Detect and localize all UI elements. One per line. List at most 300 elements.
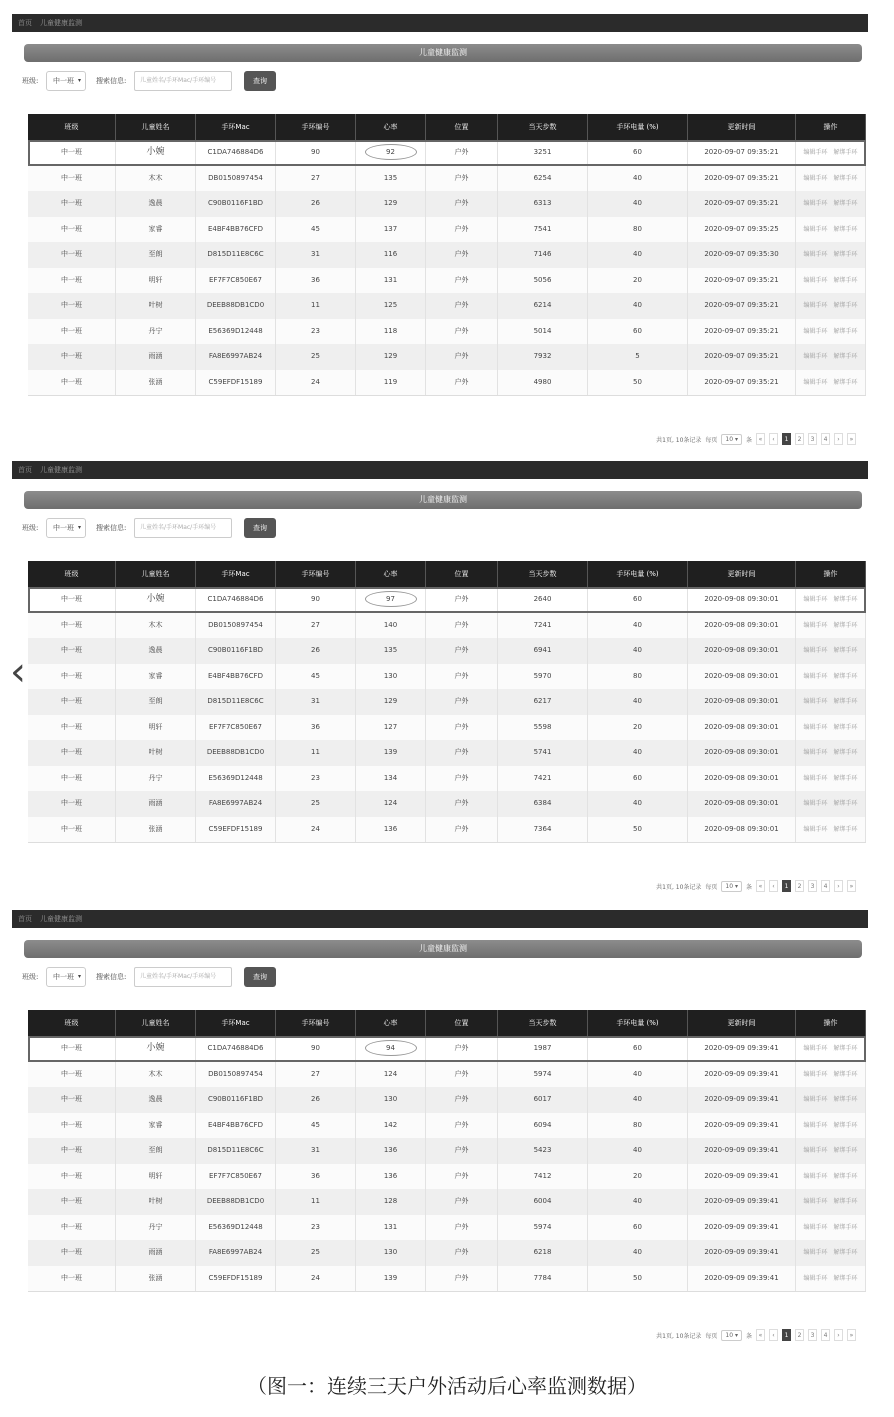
class-select[interactable] xyxy=(46,518,86,538)
location-cell: 户外 xyxy=(426,166,498,192)
location-cell: 户外 xyxy=(426,1189,498,1215)
steps-cell: 6217 xyxy=(498,689,588,715)
edit-band-link[interactable]: 编辑手环 xyxy=(803,149,828,156)
per-page-select[interactable]: 10 ▾ xyxy=(721,881,742,892)
heart-rate-highlight: 97 xyxy=(365,591,417,607)
unbind-band-link[interactable]: 解绑手环 xyxy=(833,800,858,807)
edit-band-link[interactable]: 编辑手环 xyxy=(803,647,828,654)
steps-cell: 7146 xyxy=(498,242,588,268)
unbind-band-link[interactable]: 解绑手环 xyxy=(833,1223,858,1231)
class-cell: 中一班 xyxy=(28,242,116,268)
breadcrumb-current: 儿童健康监测 xyxy=(40,466,82,474)
unbind-band-link[interactable]: 解绑手环 xyxy=(833,1147,858,1154)
ops-cell xyxy=(796,715,866,741)
mac-cell: EF7F7C850E67 xyxy=(196,268,276,294)
column-header: 位置 xyxy=(426,1010,498,1036)
search-label: 搜索信息: xyxy=(96,77,127,85)
ops-cell xyxy=(796,1189,866,1215)
edit-band-link[interactable]: 编辑手环 xyxy=(803,276,828,284)
last-page-button[interactable]: » xyxy=(847,880,856,892)
ops-cell xyxy=(796,293,866,319)
column-header: 班级 xyxy=(28,1010,116,1036)
search-input[interactable]: 儿童姓名/手环Mac/手环编号 xyxy=(134,967,232,987)
query-button[interactable]: 查询 xyxy=(244,518,276,538)
ops-cell xyxy=(796,791,866,817)
class-select-value: 中一班 xyxy=(53,524,74,532)
last-page-button[interactable]: » xyxy=(847,1329,856,1341)
unbind-band-link[interactable]: 解绑手环 xyxy=(833,1172,858,1180)
location-cell: 户外 xyxy=(426,191,498,217)
column-header: 心率 xyxy=(356,1010,426,1036)
child-name-cell: 叶树 xyxy=(116,740,196,766)
heart-rate-cell: 130 xyxy=(356,1240,426,1266)
table-row xyxy=(28,217,866,243)
class-cell: 中一班 xyxy=(28,1215,116,1241)
table-row xyxy=(28,1215,866,1241)
prev-page-button[interactable]: ‹ xyxy=(769,1329,778,1341)
last-page-button[interactable]: » xyxy=(847,433,856,445)
pagination xyxy=(656,878,856,894)
battery-cell: 60 xyxy=(588,587,688,613)
monitor-panel xyxy=(12,461,868,891)
unbind-band-link[interactable]: 解绑手环 xyxy=(833,1249,858,1256)
battery-cell: 50 xyxy=(588,370,688,396)
table-row xyxy=(28,1087,866,1113)
table-row xyxy=(28,191,866,217)
child-name-cell: 逸晨 xyxy=(116,1087,196,1113)
class-cell: 中一班 xyxy=(28,140,116,166)
breadcrumb-home[interactable]: 首页 xyxy=(18,19,32,27)
steps-cell: 5056 xyxy=(498,268,588,294)
ops-cell xyxy=(796,1266,866,1292)
band-number-cell: 36 xyxy=(276,1164,356,1190)
table-row xyxy=(28,1036,866,1062)
table-row xyxy=(28,344,866,370)
unbind-band-link[interactable]: 解绑手环 xyxy=(833,200,858,207)
unbind-band-link[interactable]: 解绑手环 xyxy=(833,647,858,654)
heart-rate-cell: 136 xyxy=(356,1164,426,1190)
column-header: 当天步数 xyxy=(498,114,588,140)
child-name-cell: 至朗 xyxy=(116,689,196,715)
unbind-band-link[interactable]: 解绑手环 xyxy=(833,174,858,182)
class-cell: 中一班 xyxy=(28,766,116,792)
column-header: 位置 xyxy=(426,114,498,140)
unbind-band-link[interactable]: 解绑手环 xyxy=(833,1274,858,1282)
heart-rate-cell: 116 xyxy=(356,242,426,268)
location-cell: 户外 xyxy=(426,1062,498,1088)
class-cell: 中一班 xyxy=(28,715,116,741)
breadcrumb-home[interactable]: 首页 xyxy=(18,466,32,474)
heart-rate-highlight: 94 xyxy=(365,1040,417,1056)
per-page-select[interactable]: 10 ▾ xyxy=(721,434,742,445)
edit-band-link[interactable]: 编辑手环 xyxy=(803,723,828,731)
search-label: 搜索信息: xyxy=(96,524,127,532)
location-cell: 户外 xyxy=(426,344,498,370)
prev-page-button[interactable]: ‹ xyxy=(769,880,778,892)
update-time-cell: 2020-09-09 09:39:41 xyxy=(688,1036,796,1062)
steps-cell: 6941 xyxy=(498,638,588,664)
ops-cell xyxy=(796,1113,866,1139)
location-cell: 户外 xyxy=(426,217,498,243)
edit-band-link[interactable]: 编辑手环 xyxy=(803,1147,828,1154)
battery-cell: 80 xyxy=(588,1113,688,1139)
unbind-band-link[interactable]: 解绑手环 xyxy=(833,749,858,756)
page-number-button[interactable]: 1 xyxy=(782,1329,791,1341)
edit-band-link[interactable]: 编辑手环 xyxy=(803,378,828,386)
child-name-cell: 雨涵 xyxy=(116,344,196,370)
battery-cell: 40 xyxy=(588,242,688,268)
band-number-cell: 45 xyxy=(276,664,356,690)
edit-band-link[interactable]: 编辑手环 xyxy=(803,327,828,335)
battery-cell: 40 xyxy=(588,1240,688,1266)
steps-cell: 5741 xyxy=(498,740,588,766)
table-row xyxy=(28,1240,866,1266)
heart-rate-cell: 130 xyxy=(356,664,426,690)
update-time-cell: 2020-09-08 09:30:01 xyxy=(688,587,796,613)
steps-cell: 1987 xyxy=(498,1036,588,1062)
steps-cell: 6254 xyxy=(498,166,588,192)
breadcrumb xyxy=(12,461,868,479)
class-label: 班级: xyxy=(22,524,39,532)
steps-cell: 5423 xyxy=(498,1138,588,1164)
child-name-cell: 雨涵 xyxy=(116,1240,196,1266)
location-cell: 户外 xyxy=(426,740,498,766)
unbind-band-link[interactable]: 解绑手环 xyxy=(833,302,858,309)
heart-rate-cell: 136 xyxy=(356,1138,426,1164)
edit-band-link[interactable]: 编辑手环 xyxy=(803,774,828,782)
ops-cell xyxy=(796,319,866,345)
class-cell: 中一班 xyxy=(28,293,116,319)
class-cell: 中一班 xyxy=(28,587,116,613)
steps-cell: 6218 xyxy=(498,1240,588,1266)
ops-cell xyxy=(796,587,866,613)
unbind-band-link[interactable]: 解绑手环 xyxy=(833,1198,858,1205)
steps-cell: 5598 xyxy=(498,715,588,741)
ops-cell xyxy=(796,1164,866,1190)
edit-band-link[interactable]: 编辑手环 xyxy=(803,251,828,258)
page-number-button[interactable]: 4 xyxy=(821,1329,830,1341)
pagination-summary: 共1页, 10条记录 xyxy=(656,1332,702,1340)
edit-band-link[interactable]: 编辑手环 xyxy=(803,1045,828,1052)
page-number-button[interactable]: 3 xyxy=(808,880,817,892)
first-page-button[interactable]: « xyxy=(756,880,765,892)
location-cell: 户外 xyxy=(426,293,498,319)
unbind-band-link[interactable]: 解绑手环 xyxy=(833,1070,858,1078)
first-page-button[interactable]: « xyxy=(756,433,765,445)
query-button[interactable]: 查询 xyxy=(244,71,276,91)
unbind-band-link[interactable]: 解绑手环 xyxy=(833,774,858,782)
location-cell: 户外 xyxy=(426,1036,498,1062)
class-select[interactable] xyxy=(46,967,86,987)
edit-band-link[interactable]: 编辑手环 xyxy=(803,353,828,360)
class-cell: 中一班 xyxy=(28,166,116,192)
heart-rate-cell: 140 xyxy=(356,613,426,639)
edit-band-link[interactable]: 编辑手环 xyxy=(803,672,828,680)
steps-cell: 6094 xyxy=(498,1113,588,1139)
band-number-cell: 23 xyxy=(276,1215,356,1241)
breadcrumb xyxy=(12,910,868,928)
pagination-summary: 共1页, 10条记录 xyxy=(656,883,702,891)
location-cell: 户外 xyxy=(426,370,498,396)
band-number-cell: 25 xyxy=(276,344,356,370)
column-header: 操作 xyxy=(796,561,866,587)
data-table xyxy=(28,114,866,396)
child-name-cell: 木木 xyxy=(116,613,196,639)
table-row xyxy=(28,664,866,690)
edit-band-link[interactable]: 编辑手环 xyxy=(803,1070,828,1078)
steps-cell: 6384 xyxy=(498,791,588,817)
battery-cell: 40 xyxy=(588,166,688,192)
location-cell: 户外 xyxy=(426,1266,498,1292)
band-number-cell: 23 xyxy=(276,319,356,345)
location-cell: 户外 xyxy=(426,766,498,792)
edit-band-link[interactable]: 编辑手环 xyxy=(803,225,828,233)
battery-cell: 20 xyxy=(588,268,688,294)
class-cell: 中一班 xyxy=(28,191,116,217)
column-header: 手环Mac xyxy=(196,1010,276,1036)
table-row xyxy=(28,268,866,294)
mac-cell: DEEB88DB1CD0 xyxy=(196,293,276,319)
unbind-band-link[interactable]: 解绑手环 xyxy=(833,698,858,705)
edit-band-link[interactable]: 编辑手环 xyxy=(803,1096,828,1103)
page-number-button[interactable]: 1 xyxy=(782,433,791,445)
class-cell: 中一班 xyxy=(28,1087,116,1113)
column-header: 班级 xyxy=(28,561,116,587)
filter-bar xyxy=(12,516,868,540)
heart-rate-cell: 130 xyxy=(356,1087,426,1113)
column-header: 手环Mac xyxy=(196,114,276,140)
mac-cell: FA8E6997AB24 xyxy=(196,791,276,817)
update-time-cell: 2020-09-09 09:39:41 xyxy=(688,1266,796,1292)
battery-cell: 40 xyxy=(588,191,688,217)
heart-rate-cell: 142 xyxy=(356,1113,426,1139)
mac-cell: C90B0116F1BD xyxy=(196,1087,276,1113)
data-table xyxy=(28,561,866,843)
heart-rate-cell xyxy=(356,140,426,166)
update-time-cell: 2020-09-07 09:35:25 xyxy=(688,217,796,243)
child-name-cell: 叶树 xyxy=(116,293,196,319)
table-header xyxy=(28,561,866,587)
band-number-cell: 45 xyxy=(276,1113,356,1139)
battery-cell: 40 xyxy=(588,613,688,639)
breadcrumb-home[interactable]: 首页 xyxy=(18,915,32,923)
edit-band-link[interactable]: 编辑手环 xyxy=(803,302,828,309)
unbind-band-link[interactable]: 解绑手环 xyxy=(833,378,858,386)
band-number-cell: 26 xyxy=(276,1087,356,1113)
child-name-cell: 至朗 xyxy=(116,242,196,268)
edit-band-link[interactable]: 编辑手环 xyxy=(803,698,828,705)
mac-cell: C59EFDF15189 xyxy=(196,817,276,843)
battery-cell: 20 xyxy=(588,715,688,741)
edit-band-link[interactable]: 编辑手环 xyxy=(803,1198,828,1205)
class-cell: 中一班 xyxy=(28,1138,116,1164)
edit-band-link[interactable]: 编辑手环 xyxy=(803,825,828,833)
column-header: 手环Mac xyxy=(196,561,276,587)
steps-cell: 7932 xyxy=(498,344,588,370)
edit-band-link[interactable]: 编辑手环 xyxy=(803,1223,828,1231)
class-cell: 中一班 xyxy=(28,1240,116,1266)
unbind-band-link[interactable]: 解绑手环 xyxy=(833,1096,858,1103)
child-name-cell: 家睿 xyxy=(116,664,196,690)
column-header: 儿童姓名 xyxy=(116,1010,196,1036)
update-time-cell: 2020-09-08 09:30:01 xyxy=(688,664,796,690)
heart-rate-highlight: 92 xyxy=(365,144,417,160)
table-row xyxy=(28,319,866,345)
edit-band-link[interactable]: 编辑手环 xyxy=(803,800,828,807)
band-number-cell: 26 xyxy=(276,191,356,217)
unbind-band-link[interactable]: 解绑手环 xyxy=(833,225,858,233)
update-time-cell: 2020-09-09 09:39:41 xyxy=(688,1189,796,1215)
chevron-left-icon[interactable]: ‹ xyxy=(10,649,26,695)
band-number-cell: 27 xyxy=(276,166,356,192)
unbind-band-link[interactable]: 解绑手环 xyxy=(833,723,858,731)
class-cell: 中一班 xyxy=(28,268,116,294)
edit-band-link[interactable]: 编辑手环 xyxy=(803,1249,828,1256)
ops-cell xyxy=(796,1138,866,1164)
per-page-label: 每页 xyxy=(705,883,718,891)
per-page-select[interactable]: 10 ▾ xyxy=(721,1330,742,1341)
mac-cell: E4BF4BB76CFD xyxy=(196,1113,276,1139)
unbind-band-link[interactable]: 解绑手环 xyxy=(833,1121,858,1129)
child-name-cell: 张涵 xyxy=(116,370,196,396)
unbind-band-link[interactable]: 解绑手环 xyxy=(833,149,858,156)
class-cell: 中一班 xyxy=(28,370,116,396)
page-number-button[interactable]: 4 xyxy=(821,433,830,445)
band-number-cell: 24 xyxy=(276,1266,356,1292)
edit-band-link[interactable]: 编辑手环 xyxy=(803,200,828,207)
heart-rate-cell: 129 xyxy=(356,689,426,715)
steps-cell: 6313 xyxy=(498,191,588,217)
column-header: 操作 xyxy=(796,1010,866,1036)
mac-cell: DEEB88DB1CD0 xyxy=(196,740,276,766)
mac-cell: C59EFDF15189 xyxy=(196,1266,276,1292)
first-page-button[interactable]: « xyxy=(756,1329,765,1341)
column-header: 手环编号 xyxy=(276,1010,356,1036)
table-row xyxy=(28,370,866,396)
page-number-button[interactable]: 3 xyxy=(808,433,817,445)
column-header: 手环编号 xyxy=(276,561,356,587)
steps-cell: 6214 xyxy=(498,293,588,319)
band-number-cell: 36 xyxy=(276,715,356,741)
table-row xyxy=(28,715,866,741)
unbind-band-link[interactable]: 解绑手环 xyxy=(833,276,858,284)
page-title: 儿童健康监测 xyxy=(24,491,862,509)
column-header: 位置 xyxy=(426,561,498,587)
page-number-button[interactable]: 3 xyxy=(808,1329,817,1341)
location-cell: 户外 xyxy=(426,1138,498,1164)
edit-band-link[interactable]: 编辑手环 xyxy=(803,1121,828,1129)
steps-cell: 6004 xyxy=(498,1189,588,1215)
unbind-band-link[interactable]: 解绑手环 xyxy=(833,327,858,335)
ops-cell xyxy=(796,268,866,294)
battery-cell: 40 xyxy=(588,1087,688,1113)
page-number-button[interactable]: 2 xyxy=(795,1329,804,1341)
prev-page-button[interactable]: ‹ xyxy=(769,433,778,445)
table-row xyxy=(28,293,866,319)
class-cell: 中一班 xyxy=(28,217,116,243)
child-name-cell: 木木 xyxy=(116,1062,196,1088)
location-cell: 户外 xyxy=(426,613,498,639)
page-number-button[interactable]: 4 xyxy=(821,880,830,892)
unbind-band-link[interactable]: 解绑手环 xyxy=(833,672,858,680)
mac-cell: E56369D12448 xyxy=(196,766,276,792)
heart-rate-cell: 129 xyxy=(356,344,426,370)
page-number-button[interactable]: 2 xyxy=(795,433,804,445)
search-label: 搜索信息: xyxy=(96,973,127,981)
ops-cell xyxy=(796,1036,866,1062)
edit-band-link[interactable]: 编辑手环 xyxy=(803,596,828,603)
edit-band-link[interactable]: 编辑手环 xyxy=(803,174,828,182)
update-time-cell: 2020-09-09 09:39:41 xyxy=(688,1138,796,1164)
column-header: 心率 xyxy=(356,561,426,587)
heart-rate-cell: 127 xyxy=(356,715,426,741)
update-time-cell: 2020-09-07 09:35:21 xyxy=(688,140,796,166)
child-name-cell: 明轩 xyxy=(116,1164,196,1190)
page-title: 儿童健康监测 xyxy=(24,940,862,958)
class-cell: 中一班 xyxy=(28,1189,116,1215)
class-cell: 中一班 xyxy=(28,689,116,715)
battery-cell: 80 xyxy=(588,217,688,243)
search-input[interactable]: 儿童姓名/手环Mac/手环编号 xyxy=(134,518,232,538)
page-number-button[interactable]: 1 xyxy=(782,880,791,892)
location-cell: 户外 xyxy=(426,1164,498,1190)
table-header xyxy=(28,1010,866,1036)
unbind-band-link[interactable]: 解绑手环 xyxy=(833,596,858,603)
page-number-button[interactable]: 2 xyxy=(795,880,804,892)
band-number-cell: 24 xyxy=(276,817,356,843)
steps-cell: 7784 xyxy=(498,1266,588,1292)
unbind-band-link[interactable]: 解绑手环 xyxy=(833,1045,858,1052)
edit-band-link[interactable]: 编辑手环 xyxy=(803,621,828,629)
unbind-band-link[interactable]: 解绑手环 xyxy=(833,621,858,629)
band-number-cell: 24 xyxy=(276,370,356,396)
table-row xyxy=(28,1164,866,1190)
edit-band-link[interactable]: 编辑手环 xyxy=(803,1274,828,1282)
heart-rate-cell: 119 xyxy=(356,370,426,396)
edit-band-link[interactable]: 编辑手环 xyxy=(803,1172,828,1180)
table-row xyxy=(28,817,866,843)
unbind-band-link[interactable]: 解绑手环 xyxy=(833,353,858,360)
ops-cell xyxy=(796,664,866,690)
page-title: 儿童健康监测 xyxy=(24,44,862,62)
next-page-button[interactable]: › xyxy=(834,880,843,892)
location-cell: 户外 xyxy=(426,791,498,817)
mac-cell: C1DA746884D6 xyxy=(196,1036,276,1062)
steps-cell: 6017 xyxy=(498,1087,588,1113)
next-page-button[interactable]: › xyxy=(834,1329,843,1341)
class-select[interactable] xyxy=(46,71,86,91)
table-row xyxy=(28,242,866,268)
band-number-cell: 25 xyxy=(276,791,356,817)
table-row xyxy=(28,1189,866,1215)
child-name-cell: 叶树 xyxy=(116,1189,196,1215)
child-name-cell: 家睿 xyxy=(116,217,196,243)
location-cell: 户外 xyxy=(426,664,498,690)
per-page-unit: 条 xyxy=(745,436,752,444)
child-name-cell: 小婉 xyxy=(116,587,196,613)
ops-cell xyxy=(796,689,866,715)
location-cell: 户外 xyxy=(426,689,498,715)
unbind-band-link[interactable]: 解绑手环 xyxy=(833,825,858,833)
search-input[interactable]: 儿童姓名/手环Mac/手环编号 xyxy=(134,71,232,91)
ops-cell xyxy=(796,613,866,639)
unbind-band-link[interactable]: 解绑手环 xyxy=(833,251,858,258)
next-page-button[interactable]: › xyxy=(834,433,843,445)
query-button[interactable]: 查询 xyxy=(244,967,276,987)
edit-band-link[interactable]: 编辑手环 xyxy=(803,749,828,756)
heart-rate-cell: 135 xyxy=(356,166,426,192)
steps-cell: 2640 xyxy=(498,587,588,613)
